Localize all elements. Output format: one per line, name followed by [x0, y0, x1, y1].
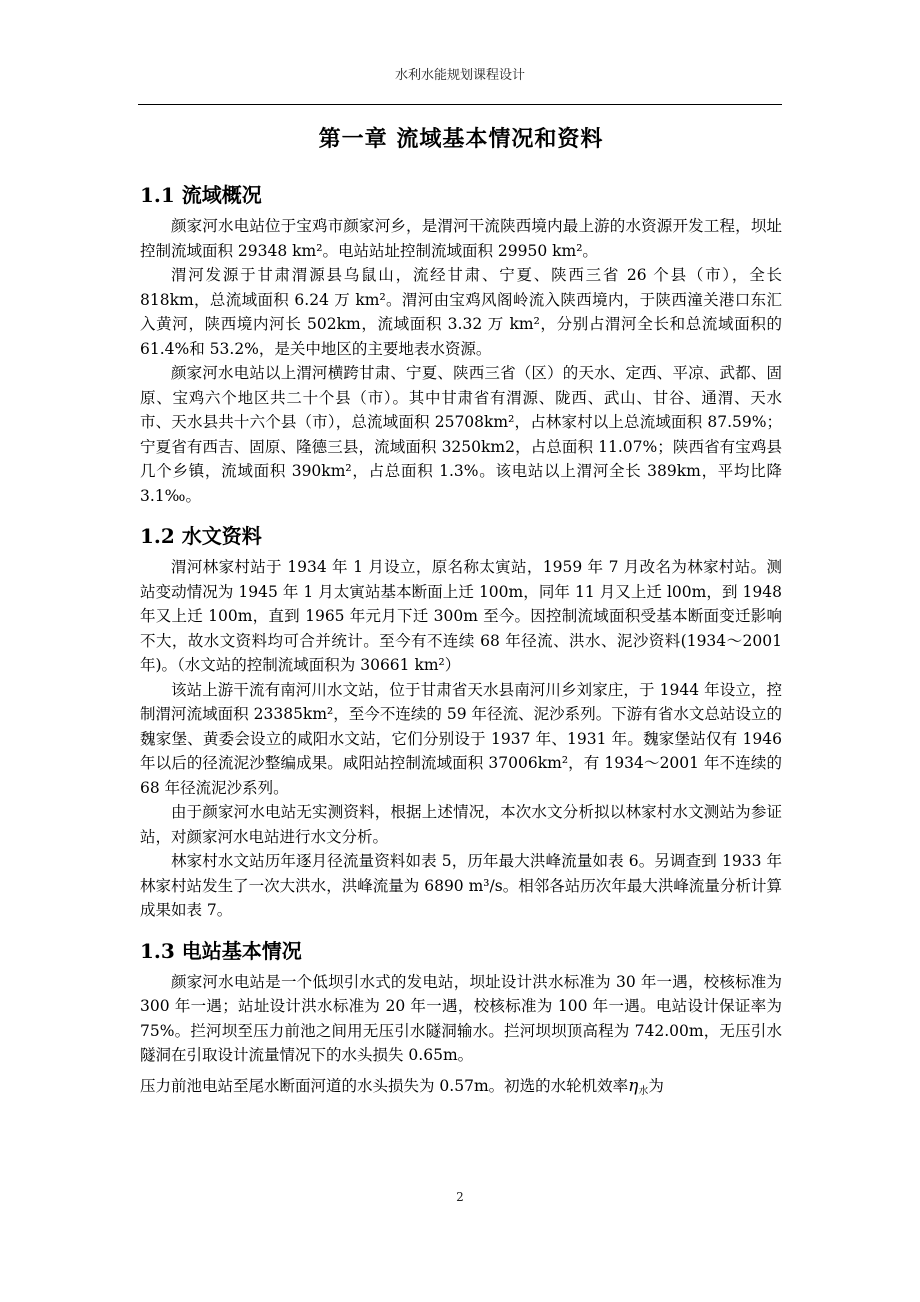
header-rule: [138, 104, 782, 105]
paragraph: 颜家河水电站以上渭河横跨甘肃、宁夏、陕西三省（区）的天水、定西、平凉、武都、固原、宝鸡六个地区共二十个县（市）。其中甘肃省有渭源、陇西、武山、甘谷、通渭、天水市、天水县共十六个县（市），总流域面积 25708km²，占林家村以上总流域面积 87.59%；宁夏省有西吉、固原、隆德三县，流域面积 3250km2，占总面积 11.07%；陕西省有宝鸡县几个乡镇，流域面积 390km²，占总面积 1.3%。该电站以上渭河全长 389km，平均比降 3.1‰。: [140, 364, 782, 505]
paragraph: 颜家河水电站是一个低坝引水式的发电站，坝址设计洪水标准为 30 年一遇，校核标准为 300 年一遇；站址设计洪水标准为 20 年一遇，校核标准为 100 年一遇。电站设计保证率为 75%。拦河坝至压力前池之间用无压引水隧洞输水。拦河坝坝顶高程为 742.00m，无压引水隧洞在引取设计流量情况下的水头损失 0.65m。: [140, 972, 782, 1064]
chapter-title: 第一章 流域基本情况和资料: [318, 126, 604, 152]
page-number: 2: [456, 1190, 464, 1204]
section-heading-1-1: 1.1 流域概况: [140, 183, 262, 207]
paragraph: 该站上游干流有南河川水文站，位于甘肃省天水县南河川乡刘家庄，于 1944 年设立，控制渭河流域面积 23385km²，至今不连续的 59 年径流、泥沙系列。下游有省水文总站设立的魏家堡、黄委会设立的咸阳水文站，它们分别设于 1937 年、1931 年。魏家堡站仅有 1946 年以后的径流泥沙整编成果。咸阳站控制流域面积 37006km²，有 1934～2001 年不连续的 68 年径流泥沙系列。: [140, 680, 782, 797]
document-body: [140, 118, 782, 1104]
eta-symbol: η: [628, 1075, 639, 1096]
paragraph: 林家村水文站历年逐月径流量资料如表 5，历年最大洪峰流量如表 6。另调查到 1933 年林家村站发生了一次大洪水，洪峰流量为 6890 m³/s。相邻各站历次年最大洪峰流量分析计算成果如表 7。: [140, 852, 782, 919]
paragraph: 由于颜家河水电站无实测资料，根据上述情况，本次水文分析拟以林家村水文测站为参证站，对颜家河水电站进行水文分析。: [140, 803, 782, 846]
paragraph-continued: [140, 1074, 782, 1105]
paragraph-text: 压力前池电站至尾水断面河道的水头损失为 0.57m。初选的水轮机效率: [140, 1076, 629, 1095]
paragraph: 渭河发源于甘肃渭源县乌鼠山，流经甘肃、宁夏、陕西三省 26 个县（市），全长 818km，总流域面积 6.24 万 km²。渭河由宝鸡风阁岭流入陕西境内，于陕西潼关港口东汇入黄河，陕西境内河长 502km，流域面积 3.32 万 km²，分别占渭河全长和总流域面积的 61.4%和 53.2%，是关中地区的主要地表水资源。: [140, 266, 782, 358]
page-header-title: 水利水能规划课程设计: [394, 68, 525, 83]
eta-subscript: 水: [638, 1085, 649, 1097]
paragraph: 渭河林家村站于 1934 年 1 月设立，原名称太寅站，1959 年 7 月改名为林家村站。测站变动情况为 1945 年 1 月太寅站基本断面上迁 100m，同年 11 月又上迁 l00m，到 1948 年又上迁 100m，直到 1965 年元月下迁 300m 至今。因控制流域面积受基本断面变迁影响不大，故水文资料均可合并统计。至今有不连续 68 年径流、洪水、泥沙资料(1934～2001 年)。（水文站的控制流域面积为 30661 km²）: [140, 558, 782, 674]
section-heading-1-2: 1.2 水文资料: [140, 524, 262, 548]
paragraph-tail: 为: [648, 1076, 664, 1095]
section-heading-1-3: 1.3 电站基本情况: [140, 938, 302, 963]
paragraph: 颜家河水电站位于宝鸡市颜家河乡，是渭河干流陕西境内最上游的水资源开发工程，坝址控制流域面积 29348 km²。电站站址控制流域面积 29950 km²。: [140, 217, 782, 260]
